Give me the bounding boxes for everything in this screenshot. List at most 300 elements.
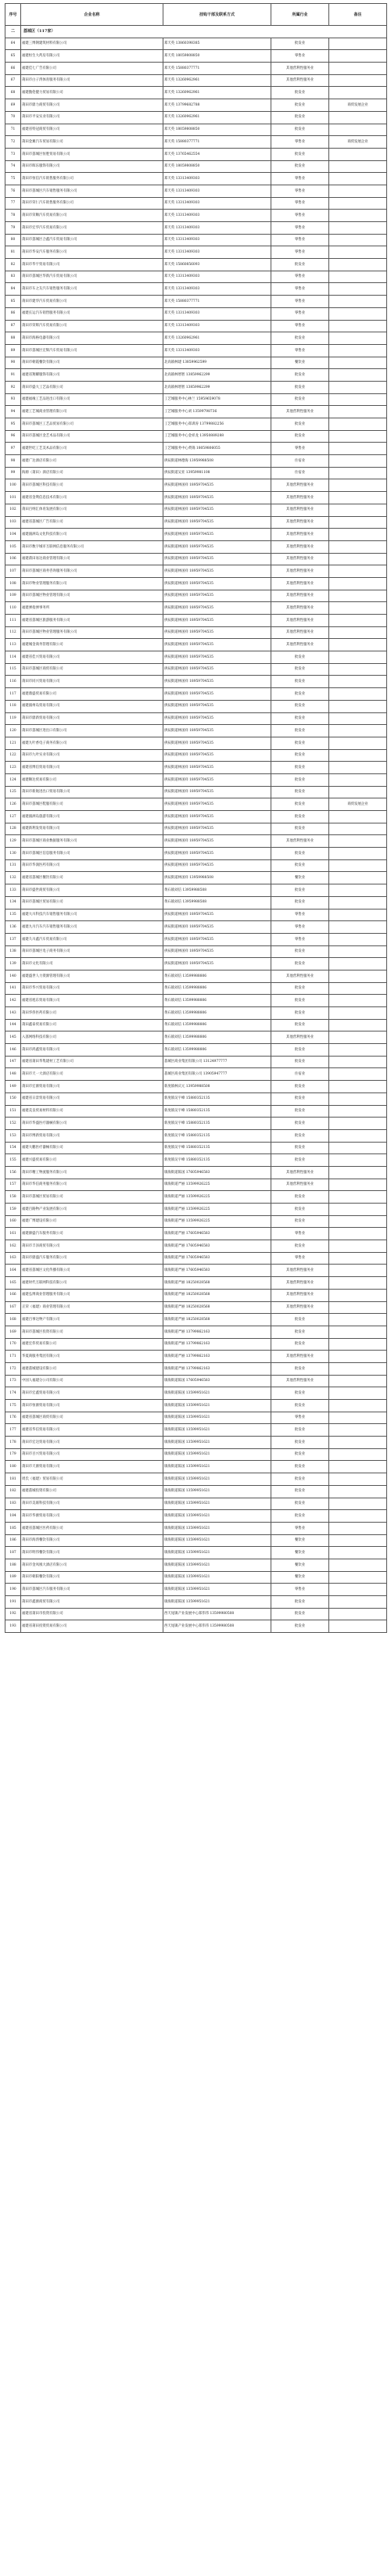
table-row xyxy=(5,430,387,443)
industry: 批发业 xyxy=(271,38,329,50)
industry: 批发业 xyxy=(271,1019,329,1031)
industry: 其他营利性服务业 xyxy=(271,1166,329,1179)
note xyxy=(329,737,387,749)
company-name: 莆田市荔城区金艺术品有限公司 xyxy=(21,430,163,443)
row-no: 88 xyxy=(5,332,21,345)
industry: 批发业 xyxy=(271,381,329,393)
company-name: 莆田市华盛医疗器械有限公司 xyxy=(21,1118,163,1130)
industry: 其他营利性服务业 xyxy=(271,590,329,602)
note xyxy=(329,1522,387,1534)
industry: 批发业 xyxy=(271,332,329,345)
table-row xyxy=(5,909,387,921)
company-name: 周氏（福建）贸易有限公司 xyxy=(21,1473,163,1486)
industry: 零售业 xyxy=(271,246,329,259)
row-no: 94 xyxy=(5,406,21,418)
company-name: 莆田市荔城区商业数据服务有限公司 xyxy=(21,835,163,848)
row-no: 67 xyxy=(5,74,21,87)
table-row xyxy=(5,1412,387,1424)
industry: 零售业 xyxy=(271,1252,329,1265)
industry: 其他营利性服务业 xyxy=(271,1375,329,1387)
contact: 拱辰街道林国祥 18959704535 xyxy=(163,700,271,712)
note xyxy=(329,307,387,320)
company-name: 福建省荔城区餐饮有限公司 xyxy=(21,872,163,884)
note xyxy=(329,872,387,884)
note xyxy=(329,393,387,406)
table-row xyxy=(5,87,387,99)
table-row xyxy=(5,516,387,529)
company-name: 福建省荔城区广告有限公司 xyxy=(21,516,163,529)
contact: 拱辰街道林国祥 18959704535 xyxy=(163,565,271,578)
note xyxy=(329,259,387,271)
company-name: 福建省金利信息技术有限公司 xyxy=(21,492,163,504)
row-no: 87 xyxy=(5,320,21,332)
row-no: 158 xyxy=(5,1191,21,1204)
note xyxy=(329,504,387,516)
contact: 拱辰街道林国祥 18959704535 xyxy=(163,958,271,970)
note xyxy=(329,222,387,235)
industry: 其他营利性服务业 xyxy=(271,577,329,590)
row-no: 125 xyxy=(5,786,21,798)
header-name: 企业名称 xyxy=(21,4,163,26)
table-row xyxy=(5,1448,387,1461)
row-no: 84 xyxy=(5,283,21,296)
row-no: 173 xyxy=(5,1375,21,1387)
contact: 镇海街道陈国 13599951621 xyxy=(163,1571,271,1584)
contact: 黄石镇刘信 13599988806 xyxy=(163,995,271,1007)
industry: 批发业 xyxy=(271,393,329,406)
industry: 批发业 xyxy=(271,148,329,160)
contact: 镇海街道严丽 13799862163 xyxy=(163,1326,271,1338)
industry: 批发业 xyxy=(271,111,329,124)
row-no: 155 xyxy=(5,1154,21,1167)
industry: 批发业 xyxy=(271,823,329,835)
company-name: 福建广达酒店有限公司 xyxy=(21,455,163,468)
note xyxy=(329,859,387,872)
note xyxy=(329,1105,387,1118)
row-no: 102 xyxy=(5,504,21,516)
row-no: 165 xyxy=(5,1277,21,1290)
industry: 批发业 xyxy=(271,1485,329,1498)
industry: 零售业 xyxy=(271,136,329,149)
company-name: 莆田华侨医药有限公司 xyxy=(21,1007,163,1020)
row-no: 91 xyxy=(5,369,21,382)
company-name: 福建湄洲岛文化科技有限公司 xyxy=(21,529,163,541)
company-name: 莆田市荔城区科技有限公司 xyxy=(21,479,163,492)
note xyxy=(329,1387,387,1400)
table-row xyxy=(5,1154,387,1167)
row-no: 170 xyxy=(5,1338,21,1351)
note xyxy=(329,1534,387,1547)
table-row xyxy=(5,467,387,479)
contact: 拱辰街道林德海 13959988508 xyxy=(163,455,271,468)
industry: 其他营利性服务业 xyxy=(271,529,329,541)
company-name: 福建傲伦健力贸易有限公司 xyxy=(21,87,163,99)
industry: 批发业 xyxy=(271,688,329,701)
contact: 拱辰街道林国祥 13959988508 xyxy=(163,872,271,884)
industry: 批发业 xyxy=(271,1620,329,1633)
contact: 郑天英 15880377771 xyxy=(163,63,271,75)
row-no: 85 xyxy=(5,296,21,308)
company-name: 莆田市华安汽车服务有限公司 xyxy=(21,246,163,259)
contact: 镇海街道严丽 13799862163 xyxy=(163,1338,271,1351)
table-row xyxy=(5,307,387,320)
row-no: 64 xyxy=(5,38,21,50)
table-row xyxy=(5,1510,387,1523)
row-no: 123 xyxy=(5,762,21,774)
industry: 批发业 xyxy=(271,1498,329,1510)
industry: 批发业 xyxy=(271,1081,329,1093)
row-no: 184 xyxy=(5,1510,21,1523)
table-row xyxy=(5,921,387,934)
row-no: 174 xyxy=(5,1387,21,1400)
note xyxy=(329,1118,387,1130)
contact: 郑天英 13313409303 xyxy=(163,173,271,185)
row-no: 124 xyxy=(5,773,21,786)
industry: 批发业 xyxy=(271,896,329,909)
header-note: 备注 xyxy=(329,4,387,26)
table-row xyxy=(5,1204,387,1216)
industry: 批发业 xyxy=(271,725,329,737)
industry: 批发业 xyxy=(271,1473,329,1486)
note xyxy=(329,1338,387,1351)
contact: 镇海街道陈国 13599951621 xyxy=(163,1547,271,1559)
company-name: 福建湄州岛贸易有限公司 xyxy=(21,700,163,712)
note xyxy=(329,1301,387,1314)
contact: 拱辰街道林国祥 18959704535 xyxy=(163,773,271,786)
industry: 批发业 xyxy=(271,958,329,970)
table-row xyxy=(5,1338,387,1351)
contact: 拱辰街道林国祥 18959704535 xyxy=(163,676,271,688)
contact: 郑天英 13313409303 xyxy=(163,222,271,235)
industry: 其他营利性服务业 xyxy=(271,1301,329,1314)
company-name: 莆田市鼎新贸易有限公司 xyxy=(21,712,163,725)
table-row xyxy=(5,749,387,762)
row-no: 73 xyxy=(5,148,21,160)
industry: 住宿业 xyxy=(271,455,329,468)
row-no: 163 xyxy=(5,1252,21,1265)
company-name: 正荣（福建）商业管理有限公司 xyxy=(21,1301,163,1314)
row-no: 192 xyxy=(5,1608,21,1620)
table-row xyxy=(5,626,387,639)
note xyxy=(329,1289,387,1301)
industry: 批发业 xyxy=(271,87,329,99)
table-row xyxy=(5,1559,387,1571)
row-no: 148 xyxy=(5,1068,21,1081)
row-no: 145 xyxy=(5,1031,21,1044)
table-row xyxy=(5,1387,387,1400)
industry: 批发业 xyxy=(271,982,329,995)
company-name: 莆田市精工物流服务有限公司 xyxy=(21,1166,163,1179)
industry: 其他营利性服务业 xyxy=(271,1351,329,1363)
table-row xyxy=(5,884,387,897)
table-row xyxy=(5,111,387,124)
table-row xyxy=(5,896,387,909)
note xyxy=(329,87,387,99)
contact: 黄石镇刘信 13599988806 xyxy=(163,1019,271,1031)
row-no: 112 xyxy=(5,626,21,639)
row-no: 122 xyxy=(5,749,21,762)
row-no: 185 xyxy=(5,1522,21,1534)
company-name: 莆田市荔城区信息服务有限公司 xyxy=(21,848,163,860)
note xyxy=(329,296,387,308)
table-row xyxy=(5,553,387,565)
table-row xyxy=(5,811,387,823)
table-row xyxy=(5,1620,387,1633)
note xyxy=(329,160,387,173)
contact: 西天尾镇产业发展中心郑伟伟 13599980508 xyxy=(163,1620,271,1633)
contact: 北高镇林建 13859962599 xyxy=(163,357,271,369)
contact: 郑天英 15860856093 xyxy=(163,259,271,271)
row-no: 70 xyxy=(5,111,21,124)
note xyxy=(329,185,387,197)
contact: 镇海街道陈国 17605946583 xyxy=(163,1166,271,1179)
table-row xyxy=(5,651,387,664)
industry: 其他营利性服务业 xyxy=(271,479,329,492)
table-row xyxy=(5,1461,387,1473)
company-name: 福建世纪工艺美术品有限公司 xyxy=(21,443,163,455)
contact: 镇海街道严丽 18250028568 xyxy=(163,1314,271,1326)
row-no: 135 xyxy=(5,909,21,921)
note xyxy=(329,1081,387,1093)
table-row xyxy=(5,1092,387,1105)
contact: 郑天英 18059808850 xyxy=(163,124,271,136)
company-name: 莆田市荔城区汽车销售服务有限公司 xyxy=(21,185,163,197)
note xyxy=(329,958,387,970)
table-row xyxy=(5,639,387,651)
table-row xyxy=(5,577,387,590)
industry: 零售业 xyxy=(271,1412,329,1424)
row-no: 129 xyxy=(5,835,21,848)
company-name: 莆田市荔城区物业管理服务有限公司 xyxy=(21,626,163,639)
note xyxy=(329,50,387,63)
table-row xyxy=(5,762,387,774)
table-row xyxy=(5,1265,387,1277)
row-no: 150 xyxy=(5,1092,21,1105)
industry: 批发业 xyxy=(271,773,329,786)
row-no: 144 xyxy=(5,1019,21,1031)
note xyxy=(329,1215,387,1228)
note xyxy=(329,406,387,418)
industry: 批发业 xyxy=(271,663,329,676)
table-row xyxy=(5,995,387,1007)
company-name: 莆田市数字城市互联网信息服务有限公司 xyxy=(21,540,163,553)
note xyxy=(329,1179,387,1191)
company-name: 莆田市荣顺汽车贸易有限公司 xyxy=(21,210,163,222)
company-name: 福建省日景贸易有限公司 xyxy=(21,1092,163,1105)
table-row xyxy=(5,1118,387,1130)
row-no: 167 xyxy=(5,1301,21,1314)
contact: 黄石镇刘信 13599988806 xyxy=(163,970,271,982)
table-row xyxy=(5,1252,387,1265)
industry: 餐饮业 xyxy=(271,357,329,369)
note xyxy=(329,234,387,246)
table-row xyxy=(5,479,387,492)
note xyxy=(329,884,387,897)
note xyxy=(329,540,387,553)
contact: 郑天英 13260962961 xyxy=(163,111,271,124)
company-name: 福建省荔城区旅游服务有限公司 xyxy=(21,615,163,627)
contact: 镇海街道严丽 13799862163 xyxy=(163,1362,271,1375)
row-no: 89 xyxy=(5,344,21,357)
company-name: 莆田市荔城区汽车服务有限公司 xyxy=(21,1584,163,1596)
industry: 批发业 xyxy=(271,1240,329,1253)
table-row xyxy=(5,773,387,786)
industry: 批发业 xyxy=(271,1448,329,1461)
company-name: 福建三博钢建筑材料有限公司 xyxy=(21,38,163,50)
table-row xyxy=(5,1044,387,1057)
industry: 其他营利性服务业 xyxy=(271,492,329,504)
company-name: 福建荔城投资有限公司 xyxy=(21,1485,163,1498)
row-no: 77 xyxy=(5,197,21,210)
note xyxy=(329,1596,387,1609)
industry: 零售业 xyxy=(271,185,329,197)
table-row xyxy=(5,663,387,676)
industry: 零售业 xyxy=(271,307,329,320)
row-no: 162 xyxy=(5,1240,21,1253)
row-no: 142 xyxy=(5,995,21,1007)
contact: 镇海街道陈国 13599951621 xyxy=(163,1559,271,1571)
table-row xyxy=(5,798,387,811)
table-row xyxy=(5,540,387,553)
row-no: 101 xyxy=(5,492,21,504)
company-name: 莆田市文化有限公司 xyxy=(21,958,163,970)
note xyxy=(329,1362,387,1375)
contact: 拱辰街道林国祥 18959704535 xyxy=(163,811,271,823)
contact: 拱辰街道林国祥 18959704535 xyxy=(163,504,271,516)
company-name: 莆田市朝霞餐饮有限公司 xyxy=(21,357,163,369)
company-name: 福建省荔城区文化传播有限公司 xyxy=(21,1265,163,1277)
table-row xyxy=(5,700,387,712)
table-row xyxy=(5,1240,387,1253)
table-row xyxy=(5,1191,387,1204)
table-row xyxy=(5,1301,387,1314)
row-no: 143 xyxy=(5,1007,21,1020)
row-no: 116 xyxy=(5,676,21,688)
note xyxy=(329,1314,387,1326)
industry: 其他营利性服务业 xyxy=(271,504,329,516)
table-row xyxy=(5,443,387,455)
note xyxy=(329,615,387,627)
industry: 批发业 xyxy=(271,1510,329,1523)
row-no: 121 xyxy=(5,737,21,749)
row-no: 147 xyxy=(5,1056,21,1068)
industry: 批发业 xyxy=(271,1338,329,1351)
note xyxy=(329,1485,387,1498)
contact: 郑天英 18059808850 xyxy=(163,160,271,173)
row-no: 107 xyxy=(5,565,21,578)
table-row xyxy=(5,1522,387,1534)
note xyxy=(329,430,387,443)
contact: 镇海街道陈国 17605946583 xyxy=(163,1375,271,1387)
table-row xyxy=(5,393,387,406)
table-row xyxy=(5,1019,387,1031)
row-no: 99 xyxy=(5,467,21,479)
row-no: 114 xyxy=(5,651,21,664)
table-row xyxy=(5,676,387,688)
contact: 镇海街道陈国 13599951621 xyxy=(163,1412,271,1424)
contact: 拱辰街道林国祥 18959704535 xyxy=(163,479,271,492)
row-no: 106 xyxy=(5,553,21,565)
table-row xyxy=(5,1215,387,1228)
row-no: 109 xyxy=(5,590,21,602)
note xyxy=(329,921,387,934)
row-no: 79 xyxy=(5,222,21,235)
contact: 镇海街道陈国 13599951621 xyxy=(163,1510,271,1523)
industry: 零售业 xyxy=(271,320,329,332)
note xyxy=(329,357,387,369)
contact: 郑天英 13799682788 xyxy=(163,99,271,112)
table-row xyxy=(5,283,387,296)
contact: 拱辰街道林国祥 18959704535 xyxy=(163,786,271,798)
industry: 零售业 xyxy=(271,50,329,63)
row-no: 157 xyxy=(5,1179,21,1191)
contact: 镇海街道陈国 13599951621 xyxy=(163,1461,271,1473)
company-name: 莆田市盛大工艺品有限公司 xyxy=(21,381,163,393)
company-name: 莆田市鑫源商贸有限公司 xyxy=(21,1596,163,1609)
company-name: 莆田市鼎盛汽车服务有限公司 xyxy=(21,1252,163,1265)
contact: 郑天英 13860398385 xyxy=(163,38,271,50)
note xyxy=(329,786,387,798)
note xyxy=(329,332,387,345)
company-name: 莆田市华源贸易有限公司 xyxy=(21,1510,163,1523)
note xyxy=(329,1191,387,1204)
row-no: 138 xyxy=(5,945,21,958)
company-name: 莆田市白子湾体育服务有限公司 xyxy=(21,74,163,87)
company-name: 福建大川科技汽车销售服务有限公司 xyxy=(21,909,163,921)
row-no: 81 xyxy=(5,246,21,259)
table-row xyxy=(5,958,387,970)
note xyxy=(329,1448,387,1461)
note xyxy=(329,1092,387,1105)
table-row xyxy=(5,160,387,173)
contact: 拱辰街道林国祥 18959704535 xyxy=(163,577,271,590)
table-row xyxy=(5,1437,387,1449)
row-no: 182 xyxy=(5,1485,21,1498)
note xyxy=(329,762,387,774)
company-name: 莆田市物业管理服务有限公司 xyxy=(21,577,163,590)
company-name: 福建美良贸易材料有限公司 xyxy=(21,1105,163,1118)
company-name: 福建莆田易达商业管理有限公司 xyxy=(21,553,163,565)
contact: 拱辰街道林国祥 18959704535 xyxy=(163,529,271,541)
header-industry: 所属行业 xyxy=(271,4,329,26)
industry: 零售业 xyxy=(271,210,329,222)
industry: 零售业 xyxy=(271,344,329,357)
company-name: 福建省荔城区商贸有限公司 xyxy=(21,1412,163,1424)
company-name: 福建省莆田华集建材工艺有限公司 xyxy=(21,1056,163,1068)
industry: 其他营利性服务业 xyxy=(271,835,329,848)
industry: 批发业 xyxy=(271,811,329,823)
note xyxy=(329,1031,387,1044)
note xyxy=(329,933,387,945)
note xyxy=(329,320,387,332)
table-row xyxy=(5,590,387,602)
table-row xyxy=(5,737,387,749)
row-no: 172 xyxy=(5,1362,21,1375)
company-name: 福建省荔城区医药有限公司 xyxy=(21,1522,163,1534)
contact: 拱辰街道林国祥 18959704535 xyxy=(163,921,271,934)
company-name: 莆田市荔城区电子商务有限公司 xyxy=(21,945,163,958)
industry: 批发业 xyxy=(271,259,329,271)
contact: 郑天英 13313409303 xyxy=(163,271,271,283)
table-row xyxy=(5,712,387,725)
company-name: 莆田市荔城区恒胜贸易有限公司 xyxy=(21,148,163,160)
table-row xyxy=(5,1608,387,1620)
table-row xyxy=(5,38,387,50)
company-name: 莆田市恒信汽车销售服务有限公司 xyxy=(21,173,163,185)
row-no: 130 xyxy=(5,848,21,860)
table-row xyxy=(5,136,387,149)
contact: 镇海街道陈国 13599951621 xyxy=(163,1584,271,1596)
